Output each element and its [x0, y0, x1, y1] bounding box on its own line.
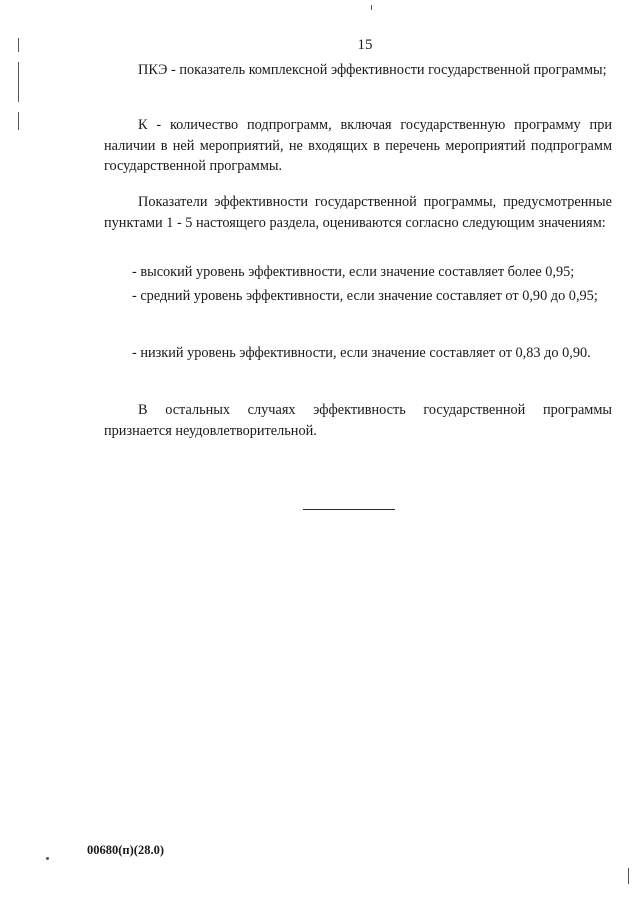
page-number: 15: [357, 37, 373, 53]
document-code: 00680(п)(28.0): [87, 843, 164, 857]
scan-artifact: [628, 868, 629, 884]
list-item-medium-efficiency: - средний уровень эффективности, если значение составляет от 0,90 до 0,95;: [132, 288, 598, 304]
scan-artifact: [371, 5, 372, 10]
list-item-high-efficiency: - высокий уровень эффективности, если значение составляет более 0,95;: [132, 264, 575, 280]
paragraph-pke-definition: ПКЭ - показатель комплексной эффективности государственной программы;: [138, 62, 607, 78]
list-item-low-efficiency: - низкий уровень эффективности, если значение составляет от 0,83 до 0,90.: [132, 345, 591, 361]
scan-artifact: [18, 62, 19, 102]
scan-artifact: [46, 857, 49, 860]
scan-artifact: [18, 38, 19, 52]
scan-artifact: [18, 112, 19, 130]
paragraph-unsatisfactory: В остальных случаях эффективность государственной программы признается неудовлетворительной.: [104, 402, 612, 439]
paragraph-k-definition: К - количество подпрограмм, включая государственную программу при наличии в ней мероприятий, не входящих в перечень мероприятий подпрограмм государственной программы.: [104, 117, 612, 174]
paragraph-evaluation-intro: Показатели эффективности государственной программы, предусмотренные пунктами 1 - 5 настоящего раздела, оцениваются согласно следующим значениям:: [104, 194, 612, 231]
end-of-text-divider: [303, 509, 395, 510]
